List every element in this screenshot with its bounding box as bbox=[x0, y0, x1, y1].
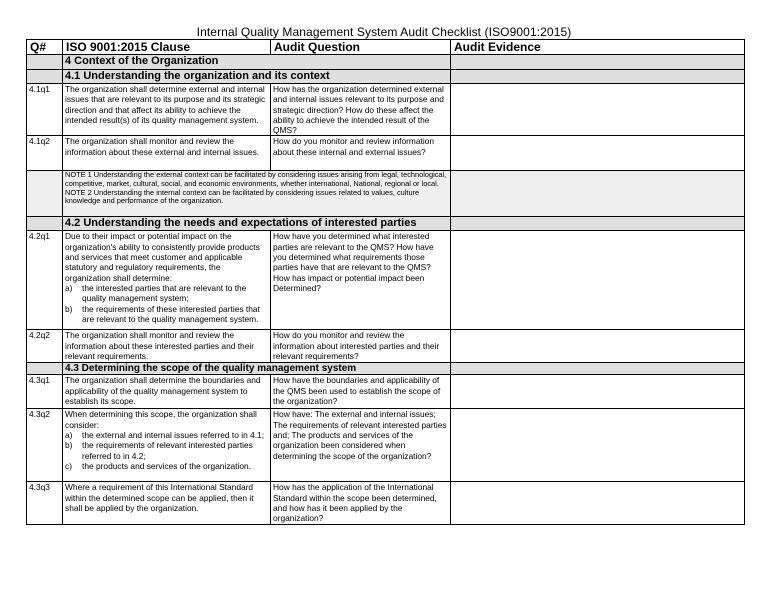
audit-question: How has the organization determined external and internal issues relevant to its purpose and strategic direction? How do these affect the ability to achieve the intended result of the QMS? bbox=[271, 84, 451, 136]
question-id: 4.1q1 bbox=[27, 84, 63, 136]
audit-question: How have you determined what interested parties are relevant to the QMS? How have you determined what requirements those parties have that are relevant to the QMS? How has impact or potential impact been Determined? bbox=[271, 231, 451, 330]
clause-list bbox=[65, 430, 268, 471]
audit-question: How do you monitor and review information about these internal and external issues? bbox=[271, 136, 451, 171]
header-evidence: Audit Evidence bbox=[451, 40, 745, 55]
audit-checklist-table bbox=[26, 39, 745, 525]
clause-text: The organization shall determine external and internal issues that are relevant to its purpose and its strategic direction and that affect its ability to achieve the intended result(s) of its quality management system. bbox=[63, 84, 271, 136]
audit-evidence-cell[interactable] bbox=[451, 330, 745, 363]
audit-question: How do you monitor and review the information about interested parties and their relevant requirements? bbox=[271, 330, 451, 363]
subsection-row bbox=[27, 217, 745, 231]
subsection-row bbox=[27, 70, 745, 84]
clause-list bbox=[65, 283, 268, 324]
header-clause: ISO 9001:2015 Clause bbox=[63, 40, 271, 55]
table-row bbox=[27, 84, 745, 136]
list-item: a) the interested parties that are relevant to the quality management system; bbox=[65, 282, 247, 304]
audit-question: How has the application of the International Standard within the scope been determined, and how has it been applied by the organization? bbox=[271, 482, 451, 525]
clause-text bbox=[63, 409, 271, 482]
audit-evidence-cell[interactable] bbox=[451, 231, 745, 330]
subsection-title: 4.1 Understanding the organization and its context bbox=[63, 70, 451, 84]
subsection-row bbox=[27, 363, 745, 375]
subsection-title: 4.2 Understanding the needs and expectations of interested parties bbox=[63, 217, 451, 231]
header-q-number: Q# bbox=[27, 40, 63, 55]
audit-evidence-cell[interactable] bbox=[451, 136, 745, 171]
subsection-title: 4.3 Determining the scope of the quality management system bbox=[63, 363, 451, 375]
list-item: b) the requirements of these interested parties that are relevant to the quality management system. bbox=[65, 303, 260, 324]
list-item: c) the products and services of the organization. bbox=[65, 460, 251, 471]
note-2: NOTE 2 Understanding the internal context can be facilitated by considering issues related to values, culture knowledge and performance of the organization. bbox=[65, 187, 420, 206]
clause-intro: When determining this scope, the organization shall consider: bbox=[65, 409, 257, 430]
section-title: 4 Context of the Organization bbox=[63, 55, 451, 70]
table-row bbox=[27, 330, 745, 363]
question-id: 4.1q2 bbox=[27, 136, 63, 171]
clause-text bbox=[63, 231, 271, 330]
table-row bbox=[27, 231, 745, 330]
audit-evidence-cell[interactable] bbox=[451, 409, 745, 482]
list-item: a) the external and internal issues referred to in 4.1; bbox=[65, 430, 265, 441]
clause-text: Where a requirement of this International Standard within the determined scope can be applied, then it shall be applied by the organization. bbox=[63, 482, 271, 525]
note-1: NOTE 1 Understanding the external context can be facilitated by considering issues arising from legal, technological, competitive, market, cultural, social, and economic environments, whether international, National, regional or local. bbox=[65, 170, 447, 189]
audit-evidence-cell[interactable] bbox=[451, 375, 745, 409]
question-id: 4.2q1 bbox=[27, 231, 63, 330]
table-row bbox=[27, 375, 745, 409]
audit-question: How have the boundaries and applicability of the QMS been used to establish the scope of the organization? bbox=[271, 375, 451, 409]
question-id: 4.3q3 bbox=[27, 482, 63, 525]
clause-text: The organization shall monitor and review the information about these external and internal issues. bbox=[63, 136, 271, 171]
audit-evidence-cell[interactable] bbox=[451, 84, 745, 136]
header-question: Audit Question bbox=[271, 40, 451, 55]
question-id: 4.3q2 bbox=[27, 409, 63, 482]
table-row bbox=[27, 136, 745, 171]
question-id: 4.2q2 bbox=[27, 330, 63, 363]
table-row bbox=[27, 409, 745, 482]
note-row bbox=[27, 171, 745, 217]
clause-intro: Due to their impact or potential impact on the organization's ability to consistently provide products and services that meet customer and applicable statutory and regulatory requirements, the organization shall determine: bbox=[65, 231, 260, 283]
audit-question: How have: The external and internal issues; The requirements of relevant interested parties and; The products and services of the organization been considered when determining the scope of the organization? bbox=[271, 409, 451, 482]
document-title: Internal Quality Management System Audit Checklist (ISO9001:2015) bbox=[196, 25, 572, 39]
question-id: 4.3q1 bbox=[27, 375, 63, 409]
table-header-row bbox=[27, 40, 745, 55]
section-row bbox=[27, 55, 745, 70]
note-text bbox=[63, 171, 451, 217]
clause-text: The organization shall monitor and review the information about these interested parties and their relevant requirements. bbox=[63, 330, 271, 363]
clause-text: The organization shall determine the boundaries and applicability of the quality management system to establish its scope. bbox=[63, 375, 271, 409]
table-row bbox=[27, 482, 745, 525]
audit-evidence-cell[interactable] bbox=[451, 482, 745, 525]
list-item: b) the requirements of relevant interested parties referred to in 4.2; bbox=[65, 440, 253, 461]
